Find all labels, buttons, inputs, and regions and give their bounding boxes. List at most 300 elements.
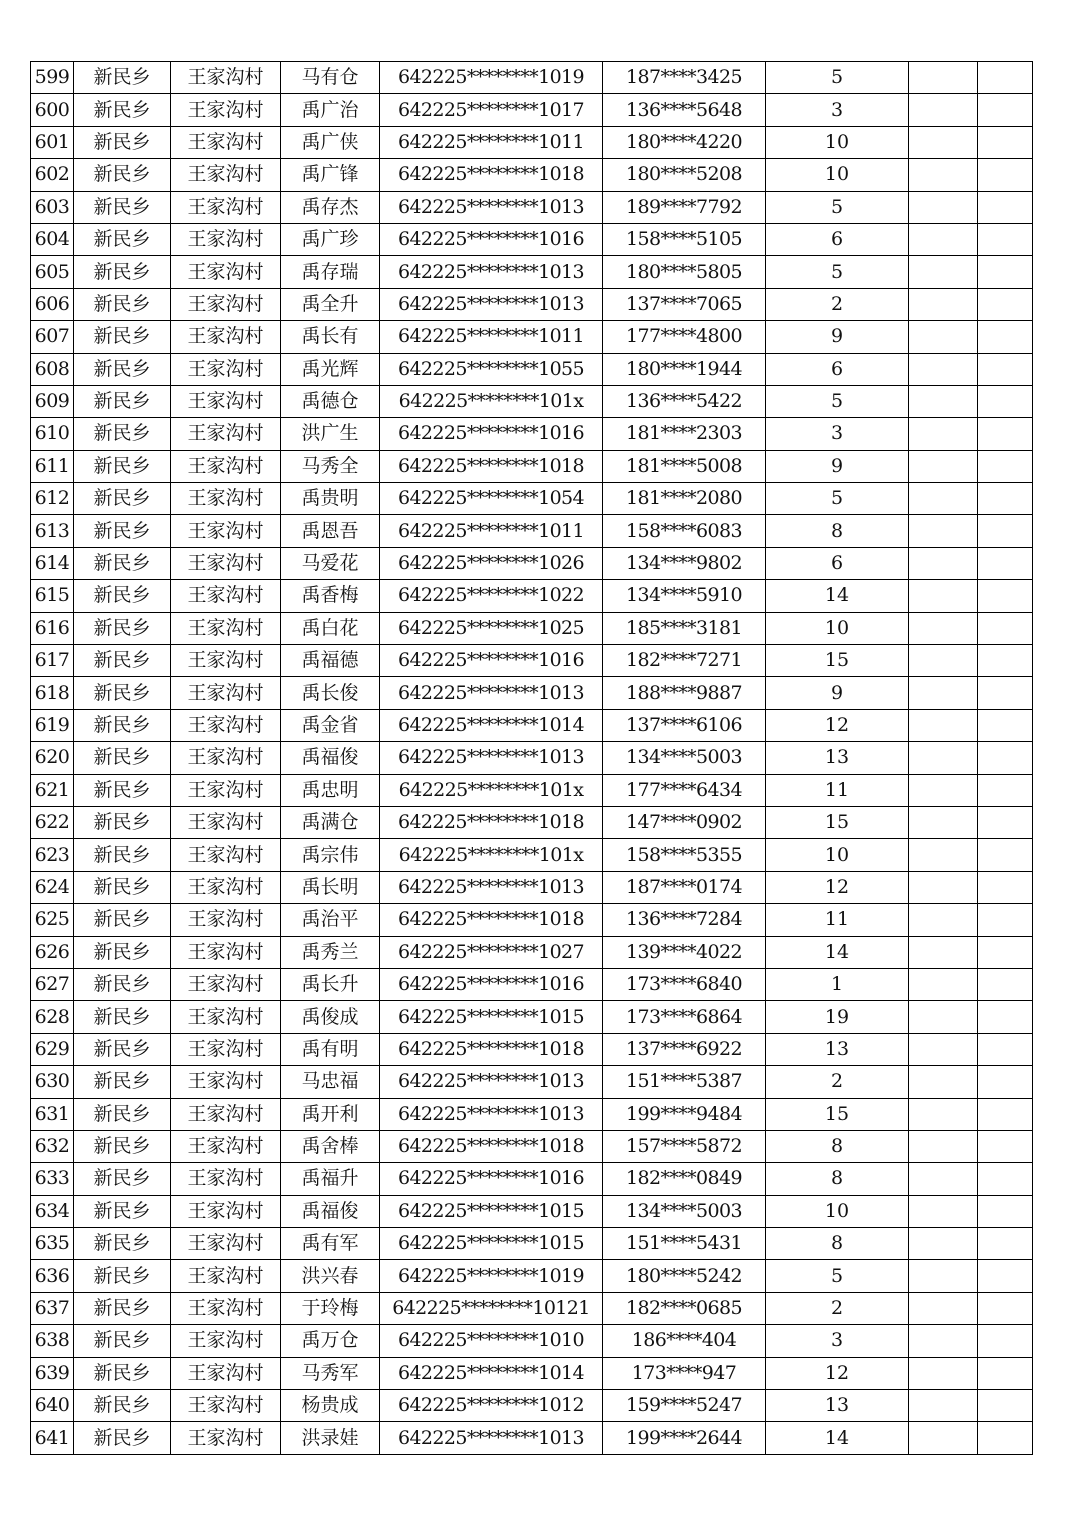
empty-cell [909, 256, 978, 288]
id-number-cell: 642225********1019 [380, 1260, 603, 1292]
phone-cell: 180****5805 [603, 256, 766, 288]
village-cell: 王家沟村 [171, 159, 281, 191]
township-cell: 新民乡 [74, 94, 171, 126]
empty-cell [978, 321, 1033, 353]
phone-cell: 136****5422 [603, 385, 766, 417]
count-cell: 6 [766, 223, 909, 255]
empty-cell [909, 288, 978, 320]
count-cell: 5 [766, 256, 909, 288]
phone-cell: 173****6840 [603, 968, 766, 1000]
phone-cell: 199****2644 [603, 1422, 766, 1454]
id-number-cell: 642225********1013 [380, 256, 603, 288]
phone-cell: 187****3425 [603, 62, 766, 94]
village-cell: 王家沟村 [171, 1292, 281, 1324]
empty-cell [909, 742, 978, 774]
id-number-cell: 642225********1011 [380, 126, 603, 158]
id-number-cell: 642225********1014 [380, 1357, 603, 1389]
village-cell: 王家沟村 [171, 1390, 281, 1422]
person-name-cell: 禹福俊 [281, 742, 380, 774]
table-row [31, 968, 1033, 1000]
township-cell: 新民乡 [74, 483, 171, 515]
phone-cell: 187****0174 [603, 871, 766, 903]
empty-cell [909, 1228, 978, 1260]
empty-cell [978, 1228, 1033, 1260]
empty-cell [909, 62, 978, 94]
village-cell: 王家沟村 [171, 1195, 281, 1227]
village-cell: 王家沟村 [171, 450, 281, 482]
person-name-cell: 洪录娃 [281, 1422, 380, 1454]
empty-cell [909, 580, 978, 612]
row-number-cell: 611 [31, 450, 74, 482]
empty-cell [909, 126, 978, 158]
township-cell: 新民乡 [74, 547, 171, 579]
township-cell: 新民乡 [74, 968, 171, 1000]
empty-cell [978, 1260, 1033, 1292]
empty-cell [909, 94, 978, 126]
table-row [31, 256, 1033, 288]
phone-cell: 185****3181 [603, 612, 766, 644]
table-row [31, 806, 1033, 838]
village-cell: 王家沟村 [171, 547, 281, 579]
phone-cell: 186****404 [603, 1325, 766, 1357]
township-cell: 新民乡 [74, 1098, 171, 1130]
table-row [31, 126, 1033, 158]
row-number-cell: 641 [31, 1422, 74, 1454]
table-row [31, 191, 1033, 223]
empty-cell [909, 904, 978, 936]
village-cell: 王家沟村 [171, 1422, 281, 1454]
village-cell: 王家沟村 [171, 612, 281, 644]
count-cell: 9 [766, 450, 909, 482]
empty-cell [909, 1033, 978, 1065]
empty-cell [978, 547, 1033, 579]
table-row [31, 774, 1033, 806]
id-number-cell: 642225********1013 [380, 677, 603, 709]
township-cell: 新民乡 [74, 1195, 171, 1227]
empty-cell [978, 1130, 1033, 1162]
person-name-cell: 禹有明 [281, 1033, 380, 1065]
person-name-cell: 禹福德 [281, 645, 380, 677]
row-number-cell: 615 [31, 580, 74, 612]
empty-cell [978, 515, 1033, 547]
row-number-cell: 605 [31, 256, 74, 288]
phone-cell: 188****9887 [603, 677, 766, 709]
count-cell: 10 [766, 159, 909, 191]
empty-cell [978, 223, 1033, 255]
table-row [31, 1325, 1033, 1357]
count-cell: 15 [766, 1098, 909, 1130]
id-number-cell: 642225********1013 [380, 191, 603, 223]
phone-cell: 147****0902 [603, 806, 766, 838]
empty-cell [978, 645, 1033, 677]
row-number-cell: 630 [31, 1066, 74, 1098]
empty-cell [978, 418, 1033, 450]
empty-cell [909, 1001, 978, 1033]
township-cell: 新民乡 [74, 450, 171, 482]
empty-cell [978, 1001, 1033, 1033]
row-number-cell: 602 [31, 159, 74, 191]
phone-cell: 139****4022 [603, 936, 766, 968]
township-cell: 新民乡 [74, 1357, 171, 1389]
township-cell: 新民乡 [74, 1130, 171, 1162]
empty-cell [978, 483, 1033, 515]
count-cell: 3 [766, 1325, 909, 1357]
id-number-cell: 642225********1055 [380, 353, 603, 385]
person-name-cell: 杨贵成 [281, 1390, 380, 1422]
village-cell: 王家沟村 [171, 62, 281, 94]
id-number-cell: 642225********1010 [380, 1325, 603, 1357]
empty-cell [909, 1292, 978, 1324]
id-number-cell: 642225********1016 [380, 968, 603, 1000]
village-cell: 王家沟村 [171, 871, 281, 903]
row-number-cell: 600 [31, 94, 74, 126]
village-cell: 王家沟村 [171, 418, 281, 450]
township-cell: 新民乡 [74, 223, 171, 255]
township-cell: 新民乡 [74, 62, 171, 94]
table-row [31, 385, 1033, 417]
id-number-cell: 642225********101x [380, 385, 603, 417]
id-number-cell: 642225********1018 [380, 1033, 603, 1065]
empty-cell [978, 450, 1033, 482]
count-cell: 8 [766, 1228, 909, 1260]
township-cell: 新民乡 [74, 709, 171, 741]
person-name-cell: 马爱花 [281, 547, 380, 579]
phone-cell: 199****9484 [603, 1098, 766, 1130]
count-cell: 10 [766, 839, 909, 871]
empty-cell [978, 1292, 1033, 1324]
roster-table [30, 61, 1033, 1455]
empty-cell [909, 191, 978, 223]
person-name-cell: 禹长俊 [281, 677, 380, 709]
row-number-cell: 628 [31, 1001, 74, 1033]
empty-cell [909, 385, 978, 417]
empty-cell [978, 1098, 1033, 1130]
person-name-cell: 禹治平 [281, 904, 380, 936]
township-cell: 新民乡 [74, 256, 171, 288]
empty-cell [978, 94, 1033, 126]
phone-cell: 137****6922 [603, 1033, 766, 1065]
row-number-cell: 609 [31, 385, 74, 417]
count-cell: 10 [766, 612, 909, 644]
person-name-cell: 禹德仓 [281, 385, 380, 417]
row-number-cell: 601 [31, 126, 74, 158]
empty-cell [909, 774, 978, 806]
row-number-cell: 633 [31, 1163, 74, 1195]
empty-cell [978, 839, 1033, 871]
person-name-cell: 马秀军 [281, 1357, 380, 1389]
count-cell: 2 [766, 1292, 909, 1324]
count-cell: 5 [766, 62, 909, 94]
phone-cell: 181****5008 [603, 450, 766, 482]
empty-cell [909, 709, 978, 741]
count-cell: 12 [766, 1357, 909, 1389]
person-name-cell: 禹广珍 [281, 223, 380, 255]
village-cell: 王家沟村 [171, 904, 281, 936]
person-name-cell: 禹贵明 [281, 483, 380, 515]
empty-cell [978, 1066, 1033, 1098]
person-name-cell: 禹金省 [281, 709, 380, 741]
empty-cell [909, 645, 978, 677]
township-cell: 新民乡 [74, 1292, 171, 1324]
count-cell: 19 [766, 1001, 909, 1033]
person-name-cell: 禹存瑞 [281, 256, 380, 288]
row-number-cell: 626 [31, 936, 74, 968]
township-cell: 新民乡 [74, 871, 171, 903]
table-row [31, 1130, 1033, 1162]
empty-cell [978, 126, 1033, 158]
phone-cell: 173****6864 [603, 1001, 766, 1033]
row-number-cell: 625 [31, 904, 74, 936]
table-row [31, 612, 1033, 644]
township-cell: 新民乡 [74, 126, 171, 158]
count-cell: 6 [766, 353, 909, 385]
table-row [31, 742, 1033, 774]
phone-cell: 177****4800 [603, 321, 766, 353]
phone-cell: 173****947 [603, 1357, 766, 1389]
count-cell: 14 [766, 936, 909, 968]
village-cell: 王家沟村 [171, 742, 281, 774]
person-name-cell: 洪广生 [281, 418, 380, 450]
person-name-cell: 禹福俊 [281, 1195, 380, 1227]
person-name-cell: 禹存杰 [281, 191, 380, 223]
table-row [31, 645, 1033, 677]
person-name-cell: 禹忠明 [281, 774, 380, 806]
id-number-cell: 642225********1013 [380, 1422, 603, 1454]
phone-cell: 181****2080 [603, 483, 766, 515]
phone-cell: 182****0849 [603, 1163, 766, 1195]
phone-cell: 137****7065 [603, 288, 766, 320]
count-cell: 3 [766, 418, 909, 450]
empty-cell [909, 321, 978, 353]
person-name-cell: 禹广治 [281, 94, 380, 126]
person-name-cell: 禹香梅 [281, 580, 380, 612]
id-number-cell: 642225********1013 [380, 742, 603, 774]
id-number-cell: 642225********1011 [380, 515, 603, 547]
empty-cell [909, 1325, 978, 1357]
person-name-cell: 于玲梅 [281, 1292, 380, 1324]
person-name-cell: 禹广侠 [281, 126, 380, 158]
phone-cell: 180****1944 [603, 353, 766, 385]
village-cell: 王家沟村 [171, 385, 281, 417]
village-cell: 王家沟村 [171, 580, 281, 612]
row-number-cell: 635 [31, 1228, 74, 1260]
id-number-cell: 642225********1016 [380, 418, 603, 450]
phone-cell: 136****5648 [603, 94, 766, 126]
id-number-cell: 642225********1019 [380, 62, 603, 94]
township-cell: 新民乡 [74, 191, 171, 223]
empty-cell [978, 1390, 1033, 1422]
table-row [31, 418, 1033, 450]
row-number-cell: 619 [31, 709, 74, 741]
empty-cell [978, 1033, 1033, 1065]
count-cell: 10 [766, 1195, 909, 1227]
township-cell: 新民乡 [74, 774, 171, 806]
id-number-cell: 642225********1015 [380, 1001, 603, 1033]
count-cell: 8 [766, 1130, 909, 1162]
count-cell: 5 [766, 483, 909, 515]
empty-cell [978, 806, 1033, 838]
person-name-cell: 禹开利 [281, 1098, 380, 1130]
village-cell: 王家沟村 [171, 256, 281, 288]
table-row [31, 94, 1033, 126]
id-number-cell: 642225********10121 [380, 1292, 603, 1324]
person-name-cell: 禹恩吾 [281, 515, 380, 547]
empty-cell [978, 936, 1033, 968]
phone-cell: 158****5105 [603, 223, 766, 255]
person-name-cell: 洪兴春 [281, 1260, 380, 1292]
row-number-cell: 616 [31, 612, 74, 644]
person-name-cell: 禹白花 [281, 612, 380, 644]
empty-cell [909, 1130, 978, 1162]
count-cell: 13 [766, 742, 909, 774]
id-number-cell: 642225********1054 [380, 483, 603, 515]
row-number-cell: 620 [31, 742, 74, 774]
person-name-cell: 禹俊成 [281, 1001, 380, 1033]
empty-cell [909, 223, 978, 255]
id-number-cell: 642225********1014 [380, 709, 603, 741]
table-row [31, 288, 1033, 320]
count-cell: 14 [766, 580, 909, 612]
count-cell: 6 [766, 547, 909, 579]
row-number-cell: 627 [31, 968, 74, 1000]
phone-cell: 137****6106 [603, 709, 766, 741]
empty-cell [978, 385, 1033, 417]
empty-cell [909, 1195, 978, 1227]
row-number-cell: 637 [31, 1292, 74, 1324]
row-number-cell: 632 [31, 1130, 74, 1162]
empty-cell [909, 936, 978, 968]
person-name-cell: 马有仓 [281, 62, 380, 94]
empty-cell [909, 677, 978, 709]
empty-cell [978, 774, 1033, 806]
village-cell: 王家沟村 [171, 515, 281, 547]
township-cell: 新民乡 [74, 288, 171, 320]
table-row [31, 547, 1033, 579]
empty-cell [909, 871, 978, 903]
village-cell: 王家沟村 [171, 645, 281, 677]
empty-cell [909, 1066, 978, 1098]
row-number-cell: 638 [31, 1325, 74, 1357]
empty-cell [909, 418, 978, 450]
township-cell: 新民乡 [74, 677, 171, 709]
empty-cell [978, 677, 1033, 709]
row-number-cell: 631 [31, 1098, 74, 1130]
township-cell: 新民乡 [74, 1033, 171, 1065]
empty-cell [909, 1422, 978, 1454]
table-row [31, 1066, 1033, 1098]
count-cell: 9 [766, 677, 909, 709]
row-number-cell: 639 [31, 1357, 74, 1389]
township-cell: 新民乡 [74, 839, 171, 871]
township-cell: 新民乡 [74, 353, 171, 385]
township-cell: 新民乡 [74, 385, 171, 417]
person-name-cell: 禹长明 [281, 871, 380, 903]
table-row [31, 839, 1033, 871]
empty-cell [978, 1357, 1033, 1389]
township-cell: 新民乡 [74, 1390, 171, 1422]
village-cell: 王家沟村 [171, 936, 281, 968]
count-cell: 11 [766, 904, 909, 936]
row-number-cell: 618 [31, 677, 74, 709]
count-cell: 15 [766, 645, 909, 677]
phone-cell: 158****5355 [603, 839, 766, 871]
id-number-cell: 642225********1026 [380, 547, 603, 579]
township-cell: 新民乡 [74, 1422, 171, 1454]
empty-cell [978, 709, 1033, 741]
township-cell: 新民乡 [74, 806, 171, 838]
row-number-cell: 621 [31, 774, 74, 806]
count-cell: 11 [766, 774, 909, 806]
phone-cell: 136****7284 [603, 904, 766, 936]
phone-cell: 159****5247 [603, 1390, 766, 1422]
row-number-cell: 629 [31, 1033, 74, 1065]
row-number-cell: 623 [31, 839, 74, 871]
id-number-cell: 642225********1022 [380, 580, 603, 612]
table-row [31, 871, 1033, 903]
village-cell: 王家沟村 [171, 126, 281, 158]
id-number-cell: 642225********1016 [380, 223, 603, 255]
table-row [31, 1163, 1033, 1195]
phone-cell: 180****5242 [603, 1260, 766, 1292]
phone-cell: 151****5431 [603, 1228, 766, 1260]
village-cell: 王家沟村 [171, 774, 281, 806]
village-cell: 王家沟村 [171, 288, 281, 320]
township-cell: 新民乡 [74, 321, 171, 353]
count-cell: 12 [766, 709, 909, 741]
empty-cell [978, 612, 1033, 644]
table-row [31, 321, 1033, 353]
empty-cell [978, 191, 1033, 223]
table-row [31, 709, 1033, 741]
count-cell: 5 [766, 191, 909, 223]
table-row [31, 353, 1033, 385]
empty-cell [909, 1390, 978, 1422]
township-cell: 新民乡 [74, 612, 171, 644]
empty-cell [909, 159, 978, 191]
village-cell: 王家沟村 [171, 968, 281, 1000]
phone-cell: 134****5003 [603, 1195, 766, 1227]
empty-cell [978, 742, 1033, 774]
person-name-cell: 禹光辉 [281, 353, 380, 385]
id-number-cell: 642225********1016 [380, 645, 603, 677]
phone-cell: 134****5003 [603, 742, 766, 774]
phone-cell: 177****6434 [603, 774, 766, 806]
village-cell: 王家沟村 [171, 1066, 281, 1098]
person-name-cell: 禹秀兰 [281, 936, 380, 968]
row-number-cell: 634 [31, 1195, 74, 1227]
id-number-cell: 642225********1013 [380, 1098, 603, 1130]
table-row [31, 1195, 1033, 1227]
village-cell: 王家沟村 [171, 806, 281, 838]
phone-cell: 134****9802 [603, 547, 766, 579]
row-number-cell: 614 [31, 547, 74, 579]
township-cell: 新民乡 [74, 904, 171, 936]
count-cell: 1 [766, 968, 909, 1000]
person-name-cell: 禹宗伟 [281, 839, 380, 871]
row-number-cell: 606 [31, 288, 74, 320]
count-cell: 5 [766, 385, 909, 417]
row-number-cell: 607 [31, 321, 74, 353]
village-cell: 王家沟村 [171, 353, 281, 385]
count-cell: 8 [766, 1163, 909, 1195]
person-name-cell: 禹满仓 [281, 806, 380, 838]
village-cell: 王家沟村 [171, 483, 281, 515]
person-name-cell: 禹长升 [281, 968, 380, 1000]
village-cell: 王家沟村 [171, 1357, 281, 1389]
empty-cell [909, 968, 978, 1000]
table-row [31, 1033, 1033, 1065]
table-row [31, 515, 1033, 547]
